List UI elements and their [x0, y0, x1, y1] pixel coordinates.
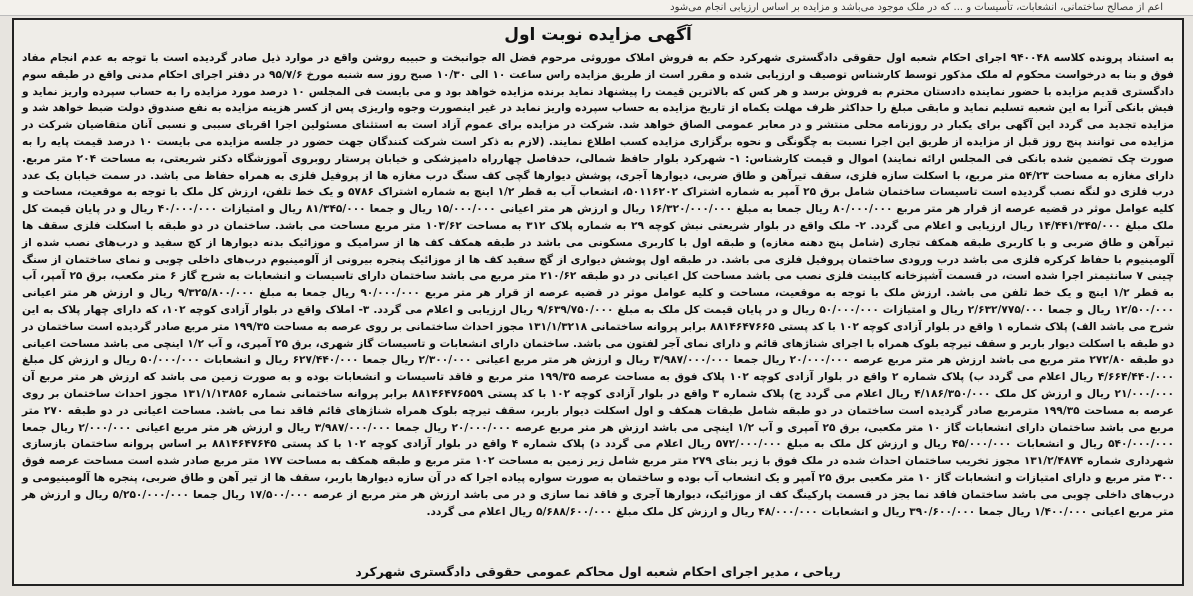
notice-title: آگهی مزایده نوبت اول: [504, 25, 692, 45]
notice-body: به استناد پرونده کلاسه ۹۴۰۰۴۸ اجرای احکام شعبه اول حقوقی دادگستری شهرکرد حکم به فروش املاک موروثی مرحوم فضل اله جوانبخت و حبیبه روشن واقع در موارد ذیل صادر گردیده است با توجه به عدم انجام مفاد فوق و بنا به درخواست محکوم له ملک مذکور توسط کارشناس توصیف و ارزیابی شده و مقرر است از طریق مزایده راس ساعت ۱۰ الی ۱۰/۳۰ صبح روز سه شنبه مورخ ۹۵/۷/۶ در دفتر اجرای احکام مدنی واقع در طبقه سوم دادگستری قدیم مزایده با حضور نماینده دادستان محترم به فروش برسد و هر کس که بالاترین قیمت را پیشنهاد نماید برنده مزایده خواهد بود و می بایست فی المجلس ۱۰ درصد مورد مزایده را به حساب سپرده واریز نماید و فیش بانکی آنرا به این شعبه تسلیم نماید و مابقی مبلغ را حداکثر ظرف مهلت یکماه از تاریخ مزایده به حساب سپرده واریز نماید در غیر اینصورت وجوه واریزی پس از کسر هزینه مزایده به نفع صندوق دولت ضبط خواهد شد و مزایده تجدید می گردد این آگهی برای یکبار در روزنامه محلی منتشر و در معابر عمومی الصاق خواهد شد. شرکت در مزایده برای عموم آزاد است به استثنای مسئولین اجرا اقربای سببی و نسبی آنان متقاضیان شرکت در مزایده می توانند پنج روز قبل از مزایده از طریق این اجرا نسبت به چگونگی و نحوه برگزاری مزایده کسب اطلاع نمایند. (لازم به ذکر است شرکت کنندگان جهت حضور در جلسه مزایده می بایست ۱۰ درصد قیمت پایه را به صورت چک تضمین شده بانکی فی المجلس ارائه نمایند) اموال و قیمت کارشناس: ۱- شهرکرد بلوار حافظ شمالی، حدفاصل چهارراه دامپزشکی و خیابان پرستار روبروی آموزشگاه دکتر شریعتی، به مساحت ۲۰۴ متر مربع. دارای مغازه به مساحت ۵۴/۲۳ متر مربع، با اسکلت سازه فلزی، سقف تیرآهن و طاق ضربی، دیوارها آجری، پوشش دیوارها گچی کف سنگ درب مغازه ها از پروفیل فلزی به همراه حفاظ می باشد. در سمت خیابان یک عدد درب فلزی دو لنگه نصب گردیده است تاسیسات ساختمان شامل برق ۲۵ آمپر به شماره اشتراک ۵۰۱۱۶۲۰۲، انشعاب آب به قطر ۱/۲ اینچ به شماره اشتراک ۵۷۸۶ و یک خط تلفن، ارزش کل ملک با توجه به موقعیت، مساحت و کلیه عوامل موثر در قضیه عرصه از قرار هر متر مربع ۸۰/۰۰۰/۰۰۰ ریال جمعا به مبلغ ۱۶/۳۲۰/۰۰۰/۰۰۰ ریال و ارزش هر متر اعیانی ۱۵/۰۰۰/۰۰۰ ریال و جمعا ۸۱/۳۴۵/۰۰۰ ریال و امتیازات ۴۰/۰۰۰/۰۰۰ ریال و در پایان قیمت کل ملک مبلغ ۱۴/۴۴۱/۳۴۵/۰۰۰ ریال ارزیابی و اعلام می گردد. ۲- ملک واقع در بلوار شریعتی نبش کوچه ۲۹ به شماره پلاک ۳۱۲ به مساحت ۱۰۳/۶۲ متر مربع مساحت می باشد. ساختمان در دو طبقه با اسکلت فلزی سقف ها تیرآهن و طاق ضربی و با کاربری طبقه همکف تجاری (شامل پنج دهنه مغازه) و طبقه اول با کاربری مسکونی می باشد در طبقه همکف کف ها از سرامیک و موزائیک بدنه دیوارها از کچ سفید و درب‌های نصب شده از آلومینیوم با حفاظ کرکره فلزی می باشد درب ورودی ساختمان پروفیل فلزی می باشد. در طبقه اول پوشش دیواری از گچ سفید کف ها از موزائیک پنجره بیرونی از آلومینیوم درب‌های داخلی چوبی و نمای ساختمان از سنگ چینی ۷ سانتیمتر اجرا شده است، در قسمت آشپزخانه کابینت فلزی نصب می باشد مساحت کل اعیانی در دو طبقه ۲۱۰/۶۲ متر مربع می باشد ساختمان دارای تاسیسات و انشعابات به شرح گاز ۶ متر مکعب، برق ۲۵ آمپر، آب به قطر ۱/۲ اینچ و یک خط تلفن می باشد. ارزش ملک با توجه به موقعیت، مساحت و کلیه عوامل موثر در قضیه عرصه از قرار هر متر مربع ۹۰/۰۰۰/۰۰۰ ریال جمعا به مبلغ ۹/۳۲۵/۸۰۰/۰۰۰ ریال و ارزش هر متر اعیانی ۱۲/۵۰۰/۰۰۰ ریال و جمعا ۲/۶۳۲/۷۷۵/۰۰۰ ریال و امتیازات ۵۰/۰۰۰/۰۰۰ ریال و در پایان قیمت کل ملک به مبلغ ۹/۶۳۹/۷۵۰/۰۰۰ ریال ارزیابی و اعلام می گردد. ۳- املاک واقع در بلوار آزادی کوچه ۱۰۲، که دارای چهار پلاک به این شرح می باشد الف) پلاک شماره ۱ واقع در بلوار آزادی کوچه ۱۰۲ با کد پستی ۸۸۱۴۶۴۷۶۶۵ برابر پروانه ساختمانی ۱۳۱/۱/۳۲۱۸ مجوز احداث ساختمانی بر روی عرصه به مساحت ۱۹۹/۳۵ متر مربع صادر گردیده است ساختمان در دو طبقه با اسکلت دیوار باربر و سقف تیرچه بلوک همراه با اجرای شناژهای قائم و دارای نمای آجر لفتون می باشد. ساختمان دارای انشعابات و تاسیسات گاز شهری، برق ۲۵ آمپری، و آب ۱/۲ اینچی می باشد مساحت اعیانی دو طبقه ۲۷۲/۸۰ متر مربع می باشد ارزش هر متر مربع عرصه ۲۰/۰۰۰/۰۰۰ ریال جمعا ۳/۹۸۷/۰۰۰/۰۰۰ ریال و ارزش هر متر مربع اعیانی ۲/۳۰۰/۰۰۰ ریال جمعا ۶۲۷/۴۴۰/۰۰۰ ریال و انشعابات ۵۰/۰۰۰/۰۰۰ ریال و ارزش کل مبلغ ۴/۶۶۴/۴۴۰/۰۰۰ ریال اعلام می گردد ب) پلاک شماره ۲ واقع در بلوار آزادی کوچه ۱۰۲ پلاک فوق به مساحت عرصه ۱۹۹/۳۵ متر مربع و فاقد تاسیسات و انشعابات بوده و به صورت زمین می باشد که ارزش هر متر مربع آن ۲۱/۰۰۰/۰۰۰ ریال و ارزش کل ملک ۴/۱۸۶/۳۵۰/۰۰۰ ریال اعلام می گردد ج) پلاک شماره ۳ واقع در بلوار آزادی کوچه ۱۰۲ با کد پستی ۸۸۱۴۶۴۷۶۵۵۹ برابر پروانه ساختمانی شماره ۱۳۱/۱/۱۳۸۵۶ مجوز احداث ساختمان بر روی عرصه به مساحت ۱۹۹/۳۵ مترمربع صادر گردیده است ساختمان در دو طبقه شامل طبقات همکف و اول اسکلت دیوار باربر، سقف تیرچه بلوک همراه شناژهای قائم فاقد نما می باشد. مساحت اعیانی در دو طبقه ۲۷۰ متر مربع می باشد ساختمان دارای انشعابات گاز ۱۰ متر مکعبی، برق ۲۵ آمپری و آب ۱/۲ اینچی می باشد ارزش هر متر مربع عرصه ۲۰/۰۰۰/۰۰۰ ریال جمعا ۳/۹۸۷/۰۰۰/۰۰۰ ریال و ارزش هر متر مربع اعیانی ۲/۰۰۰/۰۰۰ ریال جمعا ۵۴۰/۰۰۰/۰۰۰ ریال و انشعابات ۴۵/۰۰۰/۰۰۰ ریال و ارزش کل ملک به مبلغ ۵۷۲/۰۰۰/۰۰۰ ریال اعلام می گردد د) پلاک شماره ۴ واقع در بلوار آزادی کوچه ۱۰۲ با کد پستی ۸۸۱۴۶۴۷۶۴۵ بر اساس پروانه ساختمان بازسازی شهرداری شماره ۱۳۱/۲/۴۸۷۴ مجوز تخریب ساختمان احداث شده در ملک فوق با زیر بنای ۲۷۹ متر مربع شامل زیر زمین به مساحت ۱۰۲ متر مربع و طبقه همکف به مساحت ۱۷۷ متر مربع صادر شده است مساحت عرصه فوق ۳۰۰ متر مربع و دارای امتیازات و انشعابات گاز ۱۰ متر مکعبی برق ۲۵ آمپر و یک انشعاب آب بوده و ساختمان به صورت سواره پیاده اجرا که در آن سازه دیوارها باربر، سقف ها از تیر آهن و طاق ضربی، پنجره ها آلومینیومی و درب‌های داخلی چوبی می باشد ساختمان فاقد نما بجز در قسمت پارکینگ کف از موزائیک، دیوارها آجری و فاقد نما سازی و در می باشد ارزش هر متر مربع از عرصه ۱۷/۵۰۰/۰۰۰ ریال جمعا ۵/۲۵۰/۰۰۰/۰۰۰ ریال و ارزش هر متر مربع اعیانی ۱/۴۰۰/۰۰۰ ریال جمعا ۳۹۰/۶۰۰/۰۰۰ ریال و انشعابات ۴۸/۰۰۰/۰۰۰ ریال و ارزش کل ملک مبلغ ۵/۶۸۸/۶۰۰/۰۰۰ ریال اعلام می گردد.: [22, 52, 1175, 518]
previous-notice-strip: اعم از مصالح ساختمانی، انشعابات، تأسیسات و ... که در ملک موجود می‌باشد و مزایده بر اساس ارزیابی انجام می‌شود: [0, 0, 1193, 16]
signature-title: مدیر اجرای احکام شعبه اول محاکم عمومی حقوقی دادگستری شهرکرد: [355, 564, 790, 579]
signature-name: ریاحی: [802, 564, 841, 579]
auction-notice: [12, 18, 1184, 586]
notice-signature: ریاحی،مدیر اجرای احکام شعبه اول محاکم عمومی حقوقی دادگستری شهرکرد: [355, 564, 841, 579]
